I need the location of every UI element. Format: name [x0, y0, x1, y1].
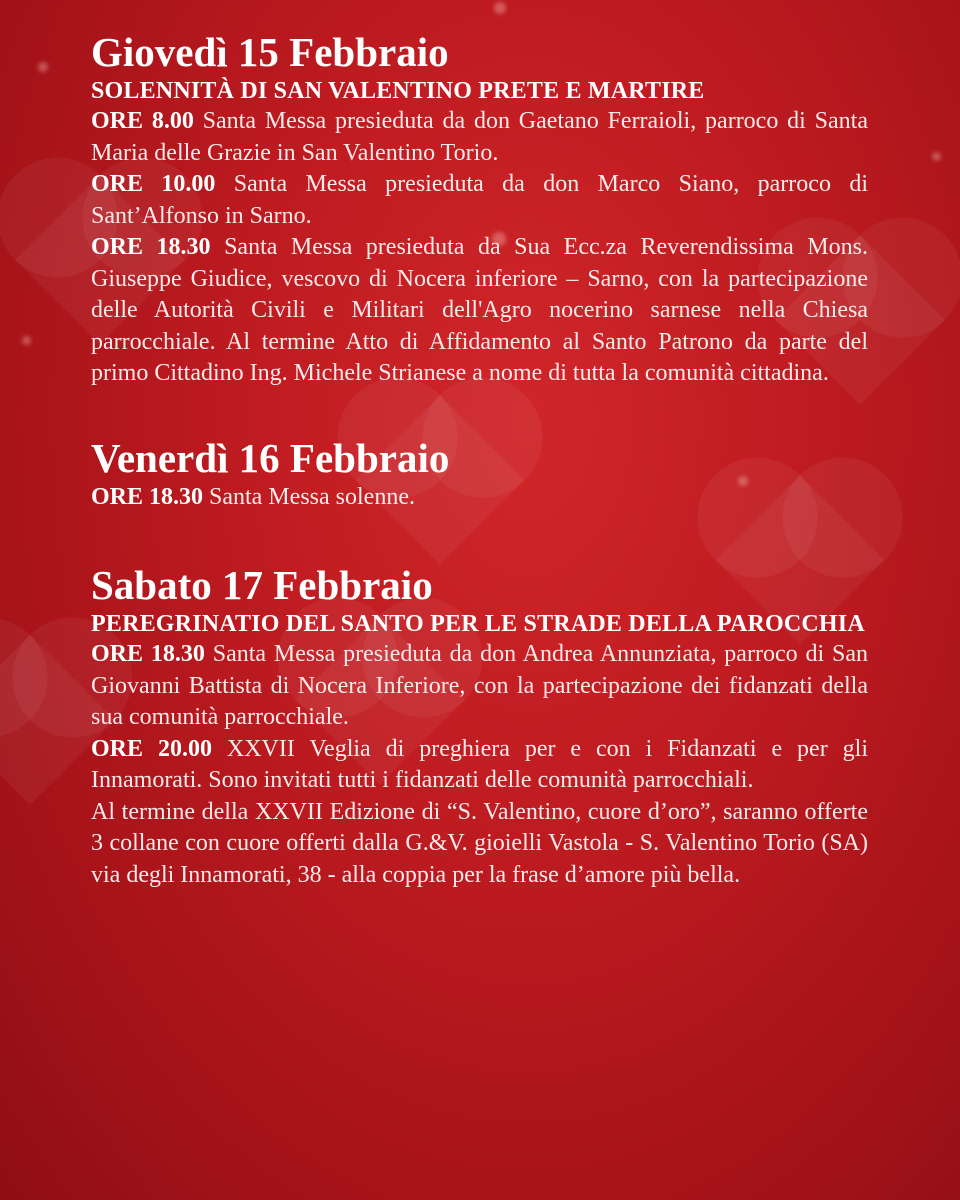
event-item [91, 106, 868, 169]
bokeh-dot [22, 336, 31, 345]
event-item [91, 169, 868, 232]
event-description: XXVII Veglia di preghiera per e con i Fidanzati e per gli Innamorati. Sono invitati tutti i fidanzati delle comunità parrocchiali. [91, 735, 868, 793]
day-section-thursday [91, 28, 868, 390]
day-title: Sabato 17 Febbraio [91, 562, 433, 608]
event-item [91, 734, 868, 797]
event-description: Santa Messa presieduta da don Marco Siano, parroco di Sant’Alfonso in Sarno. [91, 171, 868, 229]
event-description: Santa Messa solenne. [203, 483, 415, 510]
event-program [91, 28, 868, 891]
day-subtitle: SOLENNITÀ DI SAN VALENTINO PRETE E MARTIRE [91, 78, 705, 104]
event-time: ORE 10.00 [91, 171, 216, 197]
event-time: ORE 20.00 [91, 735, 212, 762]
bokeh-dot [38, 62, 48, 72]
bokeh-dot [494, 2, 506, 14]
event-description: Santa Messa presieduta da don Gaetano Ferraioli, parroco di Santa Maria delle Grazie in San Valentino Torio. [91, 108, 868, 166]
event-description: Santa Messa presieduta da don Andrea Annunziata, parroco di San Giovanni Battista di Nocera Inferiore, con la partecipazione dei fidanzati della sua comunità parrocchiale. [91, 641, 868, 730]
event-time: ORE 18.30 [91, 483, 204, 510]
day-section-saturday [91, 561, 868, 891]
event-item [91, 232, 868, 390]
event-time: ORE 18.30 [91, 641, 205, 667]
day-title: Venerdì 16 Febbraio [91, 434, 450, 481]
event-item [91, 482, 868, 514]
event-description: Santa Messa presieduta da Sua Ecc.za Reverendissima Mons. Giuseppe Giudice, vescovo di Nocera inferiore – Sarno, con la partecipazione delle Autorità Civili e Militari dell'Agro nocerino sarnese nella Chiesa parrocchiale. Al termine Atto di Affidamento al Santo Patrono da parte del primo Cittadino Ing. Michele Strianese a nome di tutta la comunità cittadina. [91, 234, 868, 386]
day-section-friday [91, 434, 868, 514]
closing-note: Al termine della XXVII Edizione di “S. Valentino, cuore d’oro”, saranno offerte 3 collane con cuore offerti dalla G.&V. gioielli Vastola - S. Valentino Torio (SA) via degli Innamorati, 38 - alla coppia per la frase d’amore più bella. [91, 798, 868, 888]
event-time: ORE 8.00 [91, 108, 194, 134]
event-time: ORE 18.30 [91, 234, 211, 260]
bokeh-dot [932, 152, 941, 161]
event-item [91, 639, 868, 734]
day-title: Giovedì 15 Febbraio [91, 29, 449, 75]
day-subtitle: PEREGRINATIO DEL SANTO PER LE STRADE DELLA PAROCCHIA [91, 611, 865, 637]
